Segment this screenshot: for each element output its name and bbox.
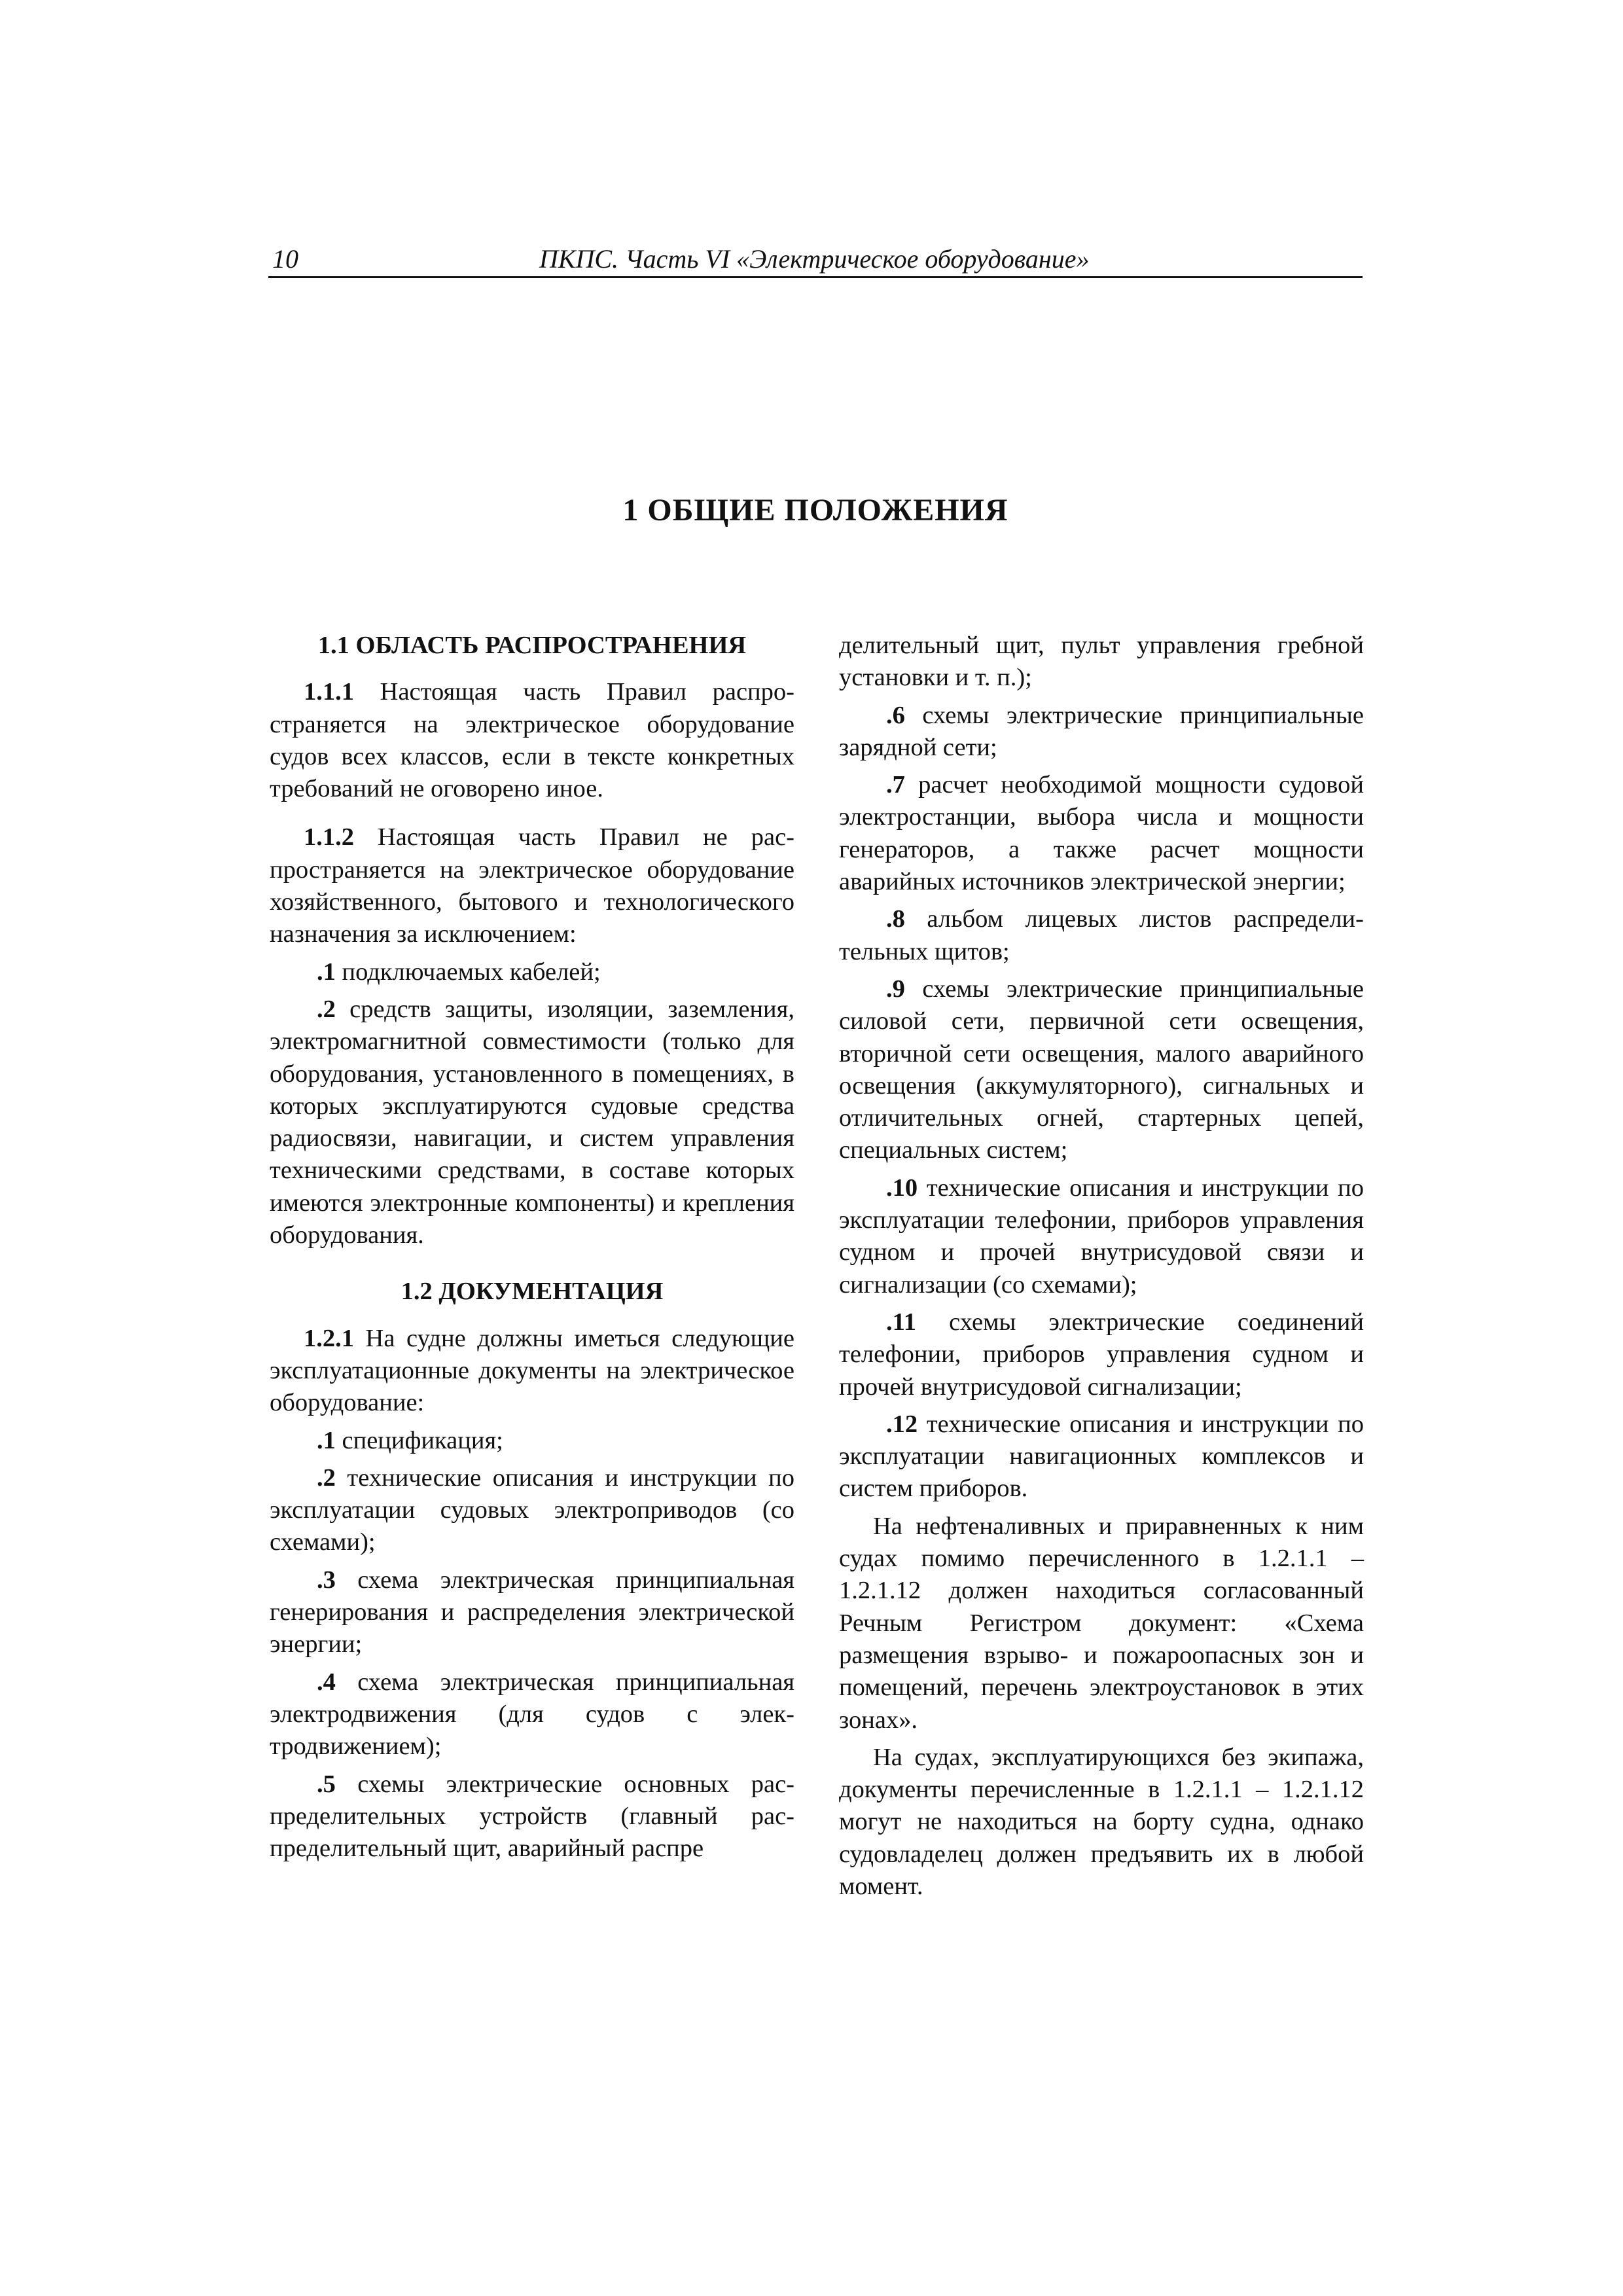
running-header [268,237,1363,278]
item-text: схемы электрические основных распределительных устройств (главный распределительный щит, аварийный распре [270,1770,794,1863]
paragraph-number: 1.2.1 [304,1324,354,1352]
document-item-11 [839,1306,1364,1403]
paragraph-1-1-2 [270,821,794,950]
item-number: .1 [317,958,336,986]
paragraph-number: 1.1.1 [304,678,354,706]
item-number: .10 [886,1174,918,1202]
exception-item-2 [270,994,794,1251]
item-number: .3 [317,1566,336,1594]
item-number: .12 [886,1410,918,1438]
running-header-title: ПКПС. Часть VI «Электрическое оборудование» [539,244,1090,274]
section-title: 1 ОБЩИЕ ПОЛОЖЕНИЯ [622,493,1008,528]
document-item-2 [270,1462,794,1559]
subsection-heading-scope: 1.1 ОБЛАСТЬ РАСПРОСТРАНЕНИЯ [317,632,747,659]
document-item-10 [839,1172,1364,1301]
document-item-3 [270,1564,794,1661]
item-text: альбом лицевых листов распределительных щитов; [839,905,1364,965]
right-column [839,630,1364,1903]
document-item-5-continued: делительный щит, пульт управления гребной установки и т. п.); [839,632,1364,692]
item-number: .9 [886,975,905,1003]
item-text: схема электрическая принципиальная электродвижения (для судов с электродвижением); [270,1668,794,1761]
paragraph-text: На судне должны иметься следующие эксплуатационные документы на электрическое оборудование: [270,1324,794,1417]
item-number: .7 [886,771,905,799]
subsection-heading-documentation: 1.2 ДОКУМЕНТАЦИЯ [401,1278,664,1306]
document-item-12 [839,1408,1364,1505]
item-text: спецификация; [335,1426,503,1454]
item-number: .11 [886,1308,917,1336]
item-text: технические описания и инструкции по эксплуатации судовых электроприводов (со схемами); [270,1463,794,1556]
item-number: .2 [317,1463,336,1492]
exception-item-1 [270,956,794,988]
document-item-6 [839,700,1364,764]
document-item-7 [839,769,1364,898]
paragraph-1-1-1 [270,676,794,805]
item-text: схемы электрические принципиальные силовой сети, первичной сети освещения, вторичной сети освещения, малого аварийного освещения (аккумуляторного), сигнальных и отличительных огней, стартерных цепей, специальных систем; [839,975,1364,1164]
paragraph-number: 1.1.2 [304,823,354,852]
item-text: средств защиты, изоляции, заземления, электромагнитной совместимости (только для оборудования, установленного в помещениях, в которых эксплуатируются судовые средства радиосвязи, навигации, и систем управления техническими средствами, в составе которых имеются электронные компоненты) и крепления оборудования. [270,995,794,1249]
paragraph-1-2-1 [270,1323,794,1420]
item-text: подключаемых кабелей; [335,958,601,986]
paragraph-oil-tankers: На нефтеналивных и приравненных к ним судах помимо перечисленного в 1.2.1.1 – 1.2.1.12 должен находиться согласованный Речным Регистром документ: «Схема размещения взрыво- и пожароопасных зон и помещений, перечень электроустановок в этих зонах». [839,1512,1364,1734]
paragraph-text: Настоящая часть Правил не распространяется на электрическое оборудование хозяйственного, бытового и технологического назначения за исключением: [270,823,794,948]
paragraph-crewless-vessels: На судах, эксплуатирующихся без экипажа, документы перечисленные в 1.2.1.1 – 1.2.1.12 могут не находиться на борту судна, однако судовладелец должен предъявить их в любой момент. [839,1743,1364,1900]
item-number: .2 [317,995,336,1023]
item-number: .4 [317,1668,336,1696]
item-number: .6 [886,701,905,729]
page-number: 10 [272,244,298,274]
document-item-5 [270,1768,794,1865]
item-text: расчет необходимой мощности судовой электростанции, выбора числа и мощности генераторов, а также расчет мощности аварийных источников электрической энергии; [839,771,1364,896]
left-column [270,630,794,1865]
item-text: технические описания и инструкции по эксплуатации навигационных комплексов и систем приборов. [839,1410,1364,1503]
item-text: схема электрическая принципиальная генерирования и распределения электрической энергии; [270,1566,794,1659]
paragraph-text: Настоящая часть Правил распространяется на электрическое оборудование судов всех классов, если в тексте конкретных требований не оговорено иное. [270,678,794,803]
item-number: .5 [317,1770,336,1798]
item-text: схемы электрические соединений телефонии, приборов управления судном и прочей внутрисудовой сигнализации; [839,1308,1364,1401]
document-item-8 [839,903,1364,968]
document-item-4 [270,1666,794,1763]
item-text: технические описания и инструкции по эксплуатации телефонии, приборов управления судном и прочей внутрисудовой связи и сигнализации (со схемами); [839,1174,1364,1299]
item-text: схемы электрические принципиальные зарядной сети; [839,701,1364,761]
document-item-9 [839,973,1364,1167]
document-item-1 [270,1425,794,1457]
item-number: .8 [886,905,905,933]
item-number: .1 [317,1426,336,1454]
